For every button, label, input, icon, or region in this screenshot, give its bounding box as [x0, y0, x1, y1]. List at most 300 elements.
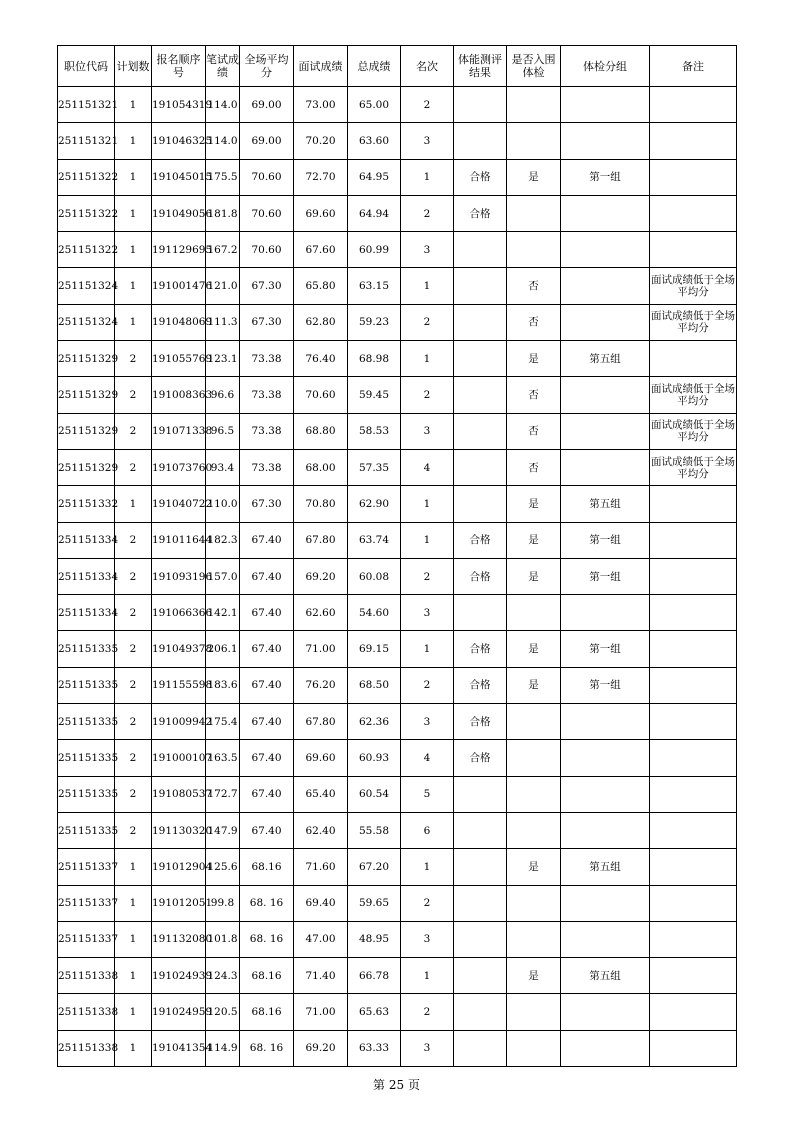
- written-score-cell: 96.6: [206, 377, 240, 413]
- remarks-cell: [650, 87, 737, 123]
- header-registration-number: 报名顺序号: [152, 46, 206, 87]
- rank-cell: 1: [401, 486, 454, 522]
- interview-score-cell: 70.80: [294, 486, 348, 522]
- exam-group-cell: 第一组: [561, 667, 650, 703]
- physical-result-cell: 合格: [454, 159, 507, 195]
- remarks-cell: [650, 885, 737, 921]
- average-score-cell: 67.40: [240, 704, 294, 740]
- shortlisted-cell: 否: [507, 377, 561, 413]
- registration-number-cell: 191073760: [152, 449, 206, 485]
- total-score-cell: 60.93: [348, 740, 401, 776]
- rank-cell: 1: [401, 958, 454, 994]
- rank-cell: 2: [401, 994, 454, 1030]
- physical-result-cell: [454, 958, 507, 994]
- total-score-cell: 59.23: [348, 304, 401, 340]
- physical-result-cell: [454, 413, 507, 449]
- exam-group-cell: [561, 304, 650, 340]
- shortlisted-cell: [507, 195, 561, 231]
- total-score-cell: 58.53: [348, 413, 401, 449]
- total-score-cell: 65.00: [348, 87, 401, 123]
- interview-score-cell: 72.70: [294, 159, 348, 195]
- position-code-cell: 251151338: [58, 1030, 115, 1066]
- physical-result-cell: [454, 87, 507, 123]
- header-shortlisted: 是否入围体检: [507, 46, 561, 87]
- written-score-cell: 123.1: [206, 341, 240, 377]
- registration-number-cell: 191024939: [152, 958, 206, 994]
- physical-result-cell: [454, 776, 507, 812]
- rank-cell: 2: [401, 558, 454, 594]
- plan-count-cell: 1: [115, 921, 152, 957]
- plan-count-cell: 2: [115, 522, 152, 558]
- total-score-cell: 59.65: [348, 885, 401, 921]
- written-score-cell: 93.4: [206, 449, 240, 485]
- remarks-cell: [650, 812, 737, 848]
- shortlisted-cell: 否: [507, 449, 561, 485]
- exam-group-cell: [561, 994, 650, 1030]
- table-row: [58, 522, 737, 558]
- rank-cell: 1: [401, 631, 454, 667]
- shortlisted-cell: [507, 704, 561, 740]
- total-score-cell: 62.36: [348, 704, 401, 740]
- shortlisted-cell: 是: [507, 631, 561, 667]
- written-score-cell: 114.9: [206, 1030, 240, 1066]
- plan-count-cell: 1: [115, 486, 152, 522]
- total-score-cell: 54.60: [348, 595, 401, 631]
- total-score-cell: 60.08: [348, 558, 401, 594]
- registration-number-cell: 191011644: [152, 522, 206, 558]
- average-score-cell: 68.16: [240, 849, 294, 885]
- written-score-cell: 206.1: [206, 631, 240, 667]
- exam-group-cell: 第一组: [561, 631, 650, 667]
- rank-cell: 2: [401, 885, 454, 921]
- plan-count-cell: 1: [115, 1030, 152, 1066]
- interview-score-cell: 67.80: [294, 522, 348, 558]
- exam-group-cell: [561, 921, 650, 957]
- physical-result-cell: [454, 449, 507, 485]
- physical-result-cell: [454, 994, 507, 1030]
- position-code-cell: 251151321: [58, 87, 115, 123]
- total-score-cell: 60.54: [348, 776, 401, 812]
- remarks-cell: [650, 921, 737, 957]
- rank-cell: 2: [401, 87, 454, 123]
- shortlisted-cell: [507, 1030, 561, 1066]
- plan-count-cell: 1: [115, 87, 152, 123]
- remarks-cell: [650, 704, 737, 740]
- position-code-cell: 251151335: [58, 704, 115, 740]
- registration-number-cell: 191009942: [152, 704, 206, 740]
- interview-score-cell: 71.00: [294, 631, 348, 667]
- table-row: [58, 631, 737, 667]
- interview-score-cell: 70.60: [294, 377, 348, 413]
- rank-cell: 3: [401, 123, 454, 159]
- physical-result-cell: 合格: [454, 667, 507, 703]
- exam-group-cell: [561, 123, 650, 159]
- average-score-cell: 68. 16: [240, 921, 294, 957]
- exam-group-cell: 第一组: [561, 522, 650, 558]
- header-average-score: 全场平均分: [240, 46, 294, 87]
- header-exam-group: 体检分组: [561, 46, 650, 87]
- written-score-cell: 175.4: [206, 704, 240, 740]
- plan-count-cell: 2: [115, 413, 152, 449]
- registration-number-cell: 191008363: [152, 377, 206, 413]
- exam-group-cell: 第五组: [561, 341, 650, 377]
- exam-group-cell: 第五组: [561, 958, 650, 994]
- average-score-cell: 68.16: [240, 994, 294, 1030]
- plan-count-cell: 2: [115, 449, 152, 485]
- interview-score-cell: 67.60: [294, 232, 348, 268]
- rank-cell: 3: [401, 232, 454, 268]
- position-code-cell: 251151322: [58, 195, 115, 231]
- exam-group-cell: [561, 885, 650, 921]
- rank-cell: 3: [401, 595, 454, 631]
- table-row: [58, 667, 737, 703]
- plan-count-cell: 2: [115, 558, 152, 594]
- rank-cell: 5: [401, 776, 454, 812]
- table-row: [58, 123, 737, 159]
- average-score-cell: 70.60: [240, 159, 294, 195]
- exam-group-cell: [561, 740, 650, 776]
- position-code-cell: 251151329: [58, 341, 115, 377]
- registration-number-cell: 191041354: [152, 1030, 206, 1066]
- rank-cell: 1: [401, 268, 454, 304]
- shortlisted-cell: [507, 812, 561, 848]
- total-score-cell: 69.15: [348, 631, 401, 667]
- shortlisted-cell: 是: [507, 486, 561, 522]
- header-position-code: 职位代码: [58, 46, 115, 87]
- position-code-cell: 251151334: [58, 522, 115, 558]
- interview-score-cell: 65.80: [294, 268, 348, 304]
- remarks-cell: [650, 123, 737, 159]
- table-header: [58, 46, 737, 87]
- average-score-cell: 67.40: [240, 740, 294, 776]
- table-row: [58, 413, 737, 449]
- physical-result-cell: [454, 232, 507, 268]
- position-code-cell: 251151335: [58, 740, 115, 776]
- registration-number-cell: 191040722: [152, 486, 206, 522]
- plan-count-cell: 2: [115, 667, 152, 703]
- plan-count-cell: 2: [115, 377, 152, 413]
- written-score-cell: 147.9: [206, 812, 240, 848]
- average-score-cell: 68. 16: [240, 1030, 294, 1066]
- plan-count-cell: 2: [115, 740, 152, 776]
- exam-group-cell: [561, 449, 650, 485]
- table-row: [58, 159, 737, 195]
- shortlisted-cell: [507, 776, 561, 812]
- physical-result-cell: [454, 486, 507, 522]
- average-score-cell: 68. 16: [240, 885, 294, 921]
- rank-cell: 6: [401, 812, 454, 848]
- physical-result-cell: [454, 268, 507, 304]
- registration-number-cell: 191055769: [152, 341, 206, 377]
- written-score-cell: 101.8: [206, 921, 240, 957]
- table-row: [58, 558, 737, 594]
- shortlisted-cell: 是: [507, 341, 561, 377]
- written-score-cell: 121.0: [206, 268, 240, 304]
- average-score-cell: 67.40: [240, 558, 294, 594]
- registration-number-cell: 191054319: [152, 87, 206, 123]
- written-score-cell: 175.5: [206, 159, 240, 195]
- position-code-cell: 251151324: [58, 268, 115, 304]
- average-score-cell: 67.40: [240, 812, 294, 848]
- exam-group-cell: 第一组: [561, 558, 650, 594]
- total-score-cell: 64.94: [348, 195, 401, 231]
- written-score-cell: 163.5: [206, 740, 240, 776]
- shortlisted-cell: [507, 885, 561, 921]
- average-score-cell: 73.38: [240, 341, 294, 377]
- total-score-cell: 55.58: [348, 812, 401, 848]
- remarks-cell: 面试成绩低于全场平均分: [650, 449, 737, 485]
- average-score-cell: 69.00: [240, 87, 294, 123]
- registration-number-cell: 191046325: [152, 123, 206, 159]
- plan-count-cell: 2: [115, 341, 152, 377]
- interview-score-cell: 67.80: [294, 704, 348, 740]
- registration-number-cell: 191012051: [152, 885, 206, 921]
- average-score-cell: 73.38: [240, 377, 294, 413]
- average-score-cell: 67.40: [240, 595, 294, 631]
- interview-score-cell: 68.00: [294, 449, 348, 485]
- interview-score-cell: 70.20: [294, 123, 348, 159]
- interview-score-cell: 69.40: [294, 885, 348, 921]
- table-row: [58, 87, 737, 123]
- shortlisted-cell: 是: [507, 958, 561, 994]
- plan-count-cell: 2: [115, 812, 152, 848]
- exam-group-cell: 第一组: [561, 159, 650, 195]
- written-score-cell: 120.5: [206, 994, 240, 1030]
- shortlisted-cell: [507, 87, 561, 123]
- remarks-cell: [650, 776, 737, 812]
- total-score-cell: 68.98: [348, 341, 401, 377]
- written-score-cell: 142.1: [206, 595, 240, 631]
- registration-number-cell: 191071338: [152, 413, 206, 449]
- table-row: [58, 849, 737, 885]
- interview-score-cell: 69.60: [294, 195, 348, 231]
- plan-count-cell: 1: [115, 268, 152, 304]
- remarks-cell: [650, 958, 737, 994]
- position-code-cell: 251151334: [58, 558, 115, 594]
- total-score-cell: 59.45: [348, 377, 401, 413]
- remarks-cell: [650, 486, 737, 522]
- average-score-cell: 67.40: [240, 631, 294, 667]
- interview-score-cell: 76.40: [294, 341, 348, 377]
- physical-result-cell: [454, 123, 507, 159]
- remarks-cell: 面试成绩低于全场平均分: [650, 304, 737, 340]
- position-code-cell: 251151329: [58, 413, 115, 449]
- table-row: [58, 704, 737, 740]
- interview-score-cell: 71.60: [294, 849, 348, 885]
- physical-result-cell: [454, 921, 507, 957]
- remarks-cell: 面试成绩低于全场平均分: [650, 268, 737, 304]
- registration-number-cell: 191066366: [152, 595, 206, 631]
- table-row: [58, 776, 737, 812]
- registration-number-cell: 191049056: [152, 195, 206, 231]
- shortlisted-cell: [507, 595, 561, 631]
- table-row: [58, 885, 737, 921]
- table-row: [58, 268, 737, 304]
- rank-cell: 3: [401, 413, 454, 449]
- total-score-cell: 60.99: [348, 232, 401, 268]
- average-score-cell: 67.30: [240, 486, 294, 522]
- rank-cell: 2: [401, 304, 454, 340]
- exam-group-cell: [561, 595, 650, 631]
- written-score-cell: 124.3: [206, 958, 240, 994]
- remarks-cell: [650, 341, 737, 377]
- rank-cell: 2: [401, 667, 454, 703]
- position-code-cell: 251151335: [58, 631, 115, 667]
- total-score-cell: 63.33: [348, 1030, 401, 1066]
- position-code-cell: 251151337: [58, 849, 115, 885]
- registration-number-cell: 191130320: [152, 812, 206, 848]
- header-total-score: 总成绩: [348, 46, 401, 87]
- rank-cell: 3: [401, 1030, 454, 1066]
- table-row: [58, 486, 737, 522]
- score-table: [57, 45, 737, 1067]
- table-row: [58, 304, 737, 340]
- remarks-cell: [650, 195, 737, 231]
- position-code-cell: 251151337: [58, 921, 115, 957]
- interview-score-cell: 69.20: [294, 558, 348, 594]
- header-row: [58, 46, 737, 87]
- exam-group-cell: 第五组: [561, 486, 650, 522]
- table-row: [58, 958, 737, 994]
- average-score-cell: 70.60: [240, 195, 294, 231]
- exam-group-cell: [561, 1030, 650, 1066]
- table-body: [58, 87, 737, 1067]
- physical-result-cell: 合格: [454, 704, 507, 740]
- interview-score-cell: 62.60: [294, 595, 348, 631]
- plan-count-cell: 2: [115, 704, 152, 740]
- position-code-cell: 251151337: [58, 885, 115, 921]
- registration-number-cell: 191001476: [152, 268, 206, 304]
- remarks-cell: 面试成绩低于全场平均分: [650, 413, 737, 449]
- total-score-cell: 67.20: [348, 849, 401, 885]
- shortlisted-cell: 是: [507, 558, 561, 594]
- exam-group-cell: [561, 377, 650, 413]
- physical-result-cell: 合格: [454, 740, 507, 776]
- registration-number-cell: 191045015: [152, 159, 206, 195]
- written-score-cell: 181.8: [206, 195, 240, 231]
- table-row: [58, 740, 737, 776]
- registration-number-cell: 191000107: [152, 740, 206, 776]
- header-plan-count: 计划数: [115, 46, 152, 87]
- registration-number-cell: 191080537: [152, 776, 206, 812]
- total-score-cell: 66.78: [348, 958, 401, 994]
- total-score-cell: 62.90: [348, 486, 401, 522]
- average-score-cell: 73.38: [240, 449, 294, 485]
- physical-result-cell: [454, 595, 507, 631]
- interview-score-cell: 76.20: [294, 667, 348, 703]
- written-score-cell: 172.7: [206, 776, 240, 812]
- plan-count-cell: 1: [115, 195, 152, 231]
- remarks-cell: [650, 631, 737, 667]
- plan-count-cell: 2: [115, 776, 152, 812]
- physical-result-cell: [454, 812, 507, 848]
- total-score-cell: 65.63: [348, 994, 401, 1030]
- interview-score-cell: 71.40: [294, 958, 348, 994]
- physical-result-cell: [454, 377, 507, 413]
- position-code-cell: 251151338: [58, 994, 115, 1030]
- table-row: [58, 377, 737, 413]
- written-score-cell: 110.0: [206, 486, 240, 522]
- total-score-cell: 63.74: [348, 522, 401, 558]
- exam-group-cell: [561, 413, 650, 449]
- physical-result-cell: [454, 849, 507, 885]
- interview-score-cell: 71.00: [294, 994, 348, 1030]
- interview-score-cell: 69.20: [294, 1030, 348, 1066]
- plan-count-cell: 1: [115, 849, 152, 885]
- header-interview-score: 面试成绩: [294, 46, 348, 87]
- remarks-cell: [650, 1030, 737, 1066]
- plan-count-cell: 2: [115, 631, 152, 667]
- exam-group-cell: [561, 268, 650, 304]
- average-score-cell: 70.60: [240, 232, 294, 268]
- interview-score-cell: 73.00: [294, 87, 348, 123]
- total-score-cell: 64.95: [348, 159, 401, 195]
- remarks-cell: [650, 595, 737, 631]
- table-row: [58, 1030, 737, 1066]
- position-code-cell: 251151321: [58, 123, 115, 159]
- remarks-cell: [650, 849, 737, 885]
- table-row: [58, 341, 737, 377]
- plan-count-cell: 1: [115, 958, 152, 994]
- written-score-cell: 125.6: [206, 849, 240, 885]
- header-remarks: 备注: [650, 46, 737, 87]
- shortlisted-cell: [507, 921, 561, 957]
- total-score-cell: 68.50: [348, 667, 401, 703]
- plan-count-cell: 1: [115, 994, 152, 1030]
- written-score-cell: 99.8: [206, 885, 240, 921]
- total-score-cell: 57.35: [348, 449, 401, 485]
- physical-result-cell: 合格: [454, 631, 507, 667]
- shortlisted-cell: [507, 994, 561, 1030]
- remarks-cell: [650, 159, 737, 195]
- shortlisted-cell: [507, 232, 561, 268]
- position-code-cell: 251151329: [58, 449, 115, 485]
- remarks-cell: [650, 740, 737, 776]
- written-score-cell: 111.3: [206, 304, 240, 340]
- position-code-cell: 251151338: [58, 958, 115, 994]
- physical-result-cell: [454, 341, 507, 377]
- position-code-cell: 251151335: [58, 667, 115, 703]
- written-score-cell: 114.0: [206, 87, 240, 123]
- shortlisted-cell: 是: [507, 159, 561, 195]
- header-written-score: 笔试成绩: [206, 46, 240, 87]
- position-code-cell: 251151322: [58, 232, 115, 268]
- registration-number-cell: 191155598: [152, 667, 206, 703]
- shortlisted-cell: [507, 740, 561, 776]
- shortlisted-cell: 否: [507, 268, 561, 304]
- remarks-cell: [650, 522, 737, 558]
- exam-group-cell: [561, 232, 650, 268]
- shortlisted-cell: 是: [507, 849, 561, 885]
- written-score-cell: 183.6: [206, 667, 240, 703]
- shortlisted-cell: 是: [507, 667, 561, 703]
- position-code-cell: 251151322: [58, 159, 115, 195]
- table-row: [58, 921, 737, 957]
- interview-score-cell: 65.40: [294, 776, 348, 812]
- registration-number-cell: 191129695: [152, 232, 206, 268]
- remarks-cell: [650, 558, 737, 594]
- average-score-cell: 73.38: [240, 413, 294, 449]
- interview-score-cell: 62.80: [294, 304, 348, 340]
- shortlisted-cell: 是: [507, 522, 561, 558]
- average-score-cell: 68.16: [240, 958, 294, 994]
- position-code-cell: 251151334: [58, 595, 115, 631]
- exam-group-cell: [561, 776, 650, 812]
- header-physical-result: 体能测评结果: [454, 46, 507, 87]
- shortlisted-cell: [507, 123, 561, 159]
- remarks-cell: 面试成绩低于全场平均分: [650, 377, 737, 413]
- table-row: [58, 232, 737, 268]
